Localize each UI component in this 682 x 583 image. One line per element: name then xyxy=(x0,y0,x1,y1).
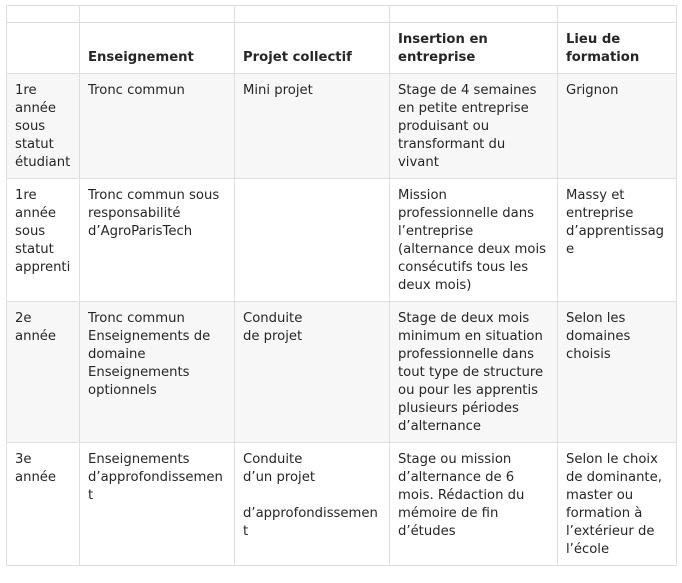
table-row xyxy=(7,443,677,566)
header-cell-empty xyxy=(7,23,80,74)
lieu-cell: Selon le choix de dominante, master ou formation à l’extérieur de l’école xyxy=(558,443,677,566)
insertion-cell: Stage de 4 semaines en petite entreprise produisant ou transformant du vivant xyxy=(390,74,558,179)
header-cell-enseignement: Enseignement xyxy=(80,23,235,74)
row-label-cell: 1re année sous statut apprenti xyxy=(7,179,80,302)
header-cell-lieu: Lieu de formation xyxy=(558,23,677,74)
header-cell-insertion: Insertion en entreprise xyxy=(390,23,558,74)
enseignement-cell: Tronc commun Enseignements de domaine Enseignements optionnels xyxy=(80,302,235,443)
formation-table xyxy=(6,5,677,566)
enseignement-cell: Tronc commun sous responsabilité d’AgroParisTech xyxy=(80,179,235,302)
enseignement-cell: Tronc commun xyxy=(80,74,235,179)
row-label-cell: 3e année xyxy=(7,443,80,566)
row-label-cell: 2e année xyxy=(7,302,80,443)
lieu-cell: Grignon xyxy=(558,74,677,179)
projet-cell: Conduite de projet xyxy=(235,302,390,443)
lieu-cell: Selon les domaines choisis xyxy=(558,302,677,443)
table-row xyxy=(7,302,677,443)
table-spacer-row xyxy=(7,6,677,23)
table-row xyxy=(7,74,677,179)
projet-cell xyxy=(235,179,390,302)
projet-cell: Conduite d’un projet d’approfondissement xyxy=(235,443,390,566)
row-label-cell: 1re année sous statut étudiant xyxy=(7,74,80,179)
insertion-cell: Stage de deux mois minimum en situation professionnelle dans tout type de structure ou pour les apprentis plusieurs périodes d’alternance xyxy=(390,302,558,443)
lieu-cell: Massy et entreprise d’apprentissage xyxy=(558,179,677,302)
table-row xyxy=(7,179,677,302)
projet-cell: Mini projet xyxy=(235,74,390,179)
insertion-cell: Stage ou mission d’alternance de 6 mois. Rédaction du mémoire de fin d’études xyxy=(390,443,558,566)
table-header-row xyxy=(7,23,677,74)
enseignement-cell: Enseignements d’approfondissement xyxy=(80,443,235,566)
insertion-cell: Mission professionnelle dans l’entreprise (alternance deux mois consécutifs tous les deux mois) xyxy=(390,179,558,302)
header-cell-projet-collectif: Projet collectif xyxy=(235,23,390,74)
